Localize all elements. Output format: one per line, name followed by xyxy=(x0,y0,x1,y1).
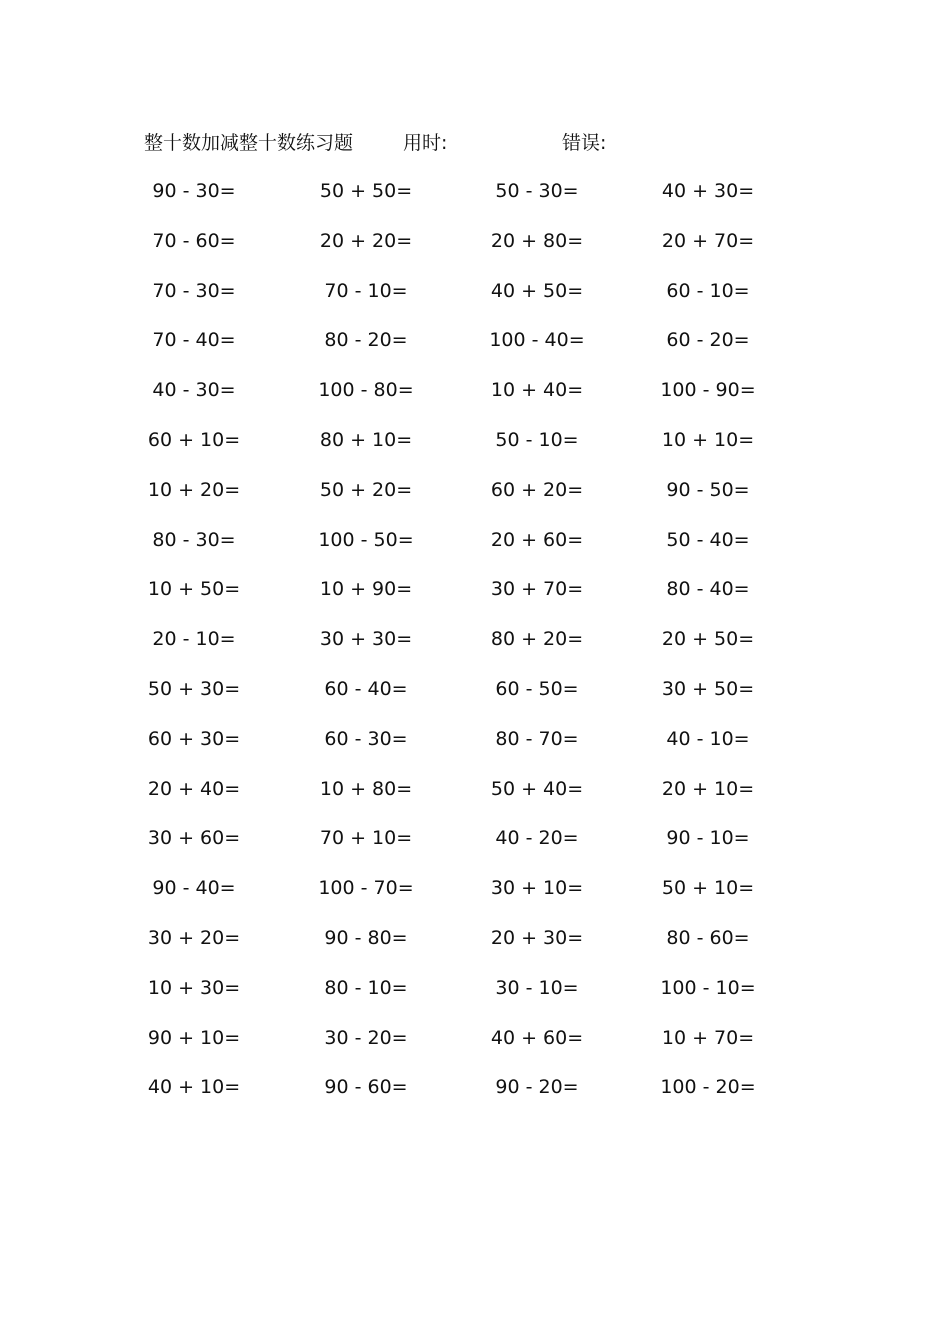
problem-item: 70 + 10= xyxy=(319,827,413,850)
problem-item: 100 - 90= xyxy=(660,379,756,402)
problem-item: 10 + 70= xyxy=(661,1026,755,1049)
problem-item: 70 - 10= xyxy=(324,279,408,302)
problem-item: 20 - 10= xyxy=(152,628,236,651)
problem-item: 60 + 10= xyxy=(147,428,241,451)
problem-item: 40 - 10= xyxy=(666,727,750,750)
problem-item: 60 - 20= xyxy=(666,329,750,352)
problem-item: 70 - 30= xyxy=(152,279,236,302)
problem-row xyxy=(0,422,950,472)
problem-item: 20 + 80= xyxy=(490,229,584,252)
problem-item: 30 + 50= xyxy=(661,677,755,700)
problem-row xyxy=(0,472,950,522)
error-label: 错误: xyxy=(562,132,607,154)
problem-item: 70 - 60= xyxy=(152,229,236,252)
problem-item: 100 - 80= xyxy=(318,379,414,402)
worksheet-header xyxy=(144,128,844,158)
problem-row xyxy=(0,920,950,970)
problem-item: 50 - 40= xyxy=(666,528,750,551)
problem-item: 90 - 40= xyxy=(152,877,236,900)
problem-item: 90 - 50= xyxy=(666,478,750,501)
problem-item: 80 - 20= xyxy=(324,329,408,352)
problem-item: 10 + 30= xyxy=(147,976,241,999)
problem-item: 90 - 80= xyxy=(324,926,408,949)
problem-item: 20 + 60= xyxy=(490,528,584,551)
problem-item: 100 - 20= xyxy=(660,1076,756,1099)
problem-item: 20 + 70= xyxy=(661,229,755,252)
problem-item: 60 + 30= xyxy=(147,727,241,750)
problem-item: 30 + 70= xyxy=(490,578,584,601)
problem-row xyxy=(0,820,950,870)
problem-item: 40 + 50= xyxy=(490,279,584,302)
problem-item: 80 - 30= xyxy=(152,528,236,551)
problem-row xyxy=(0,721,950,771)
problem-row xyxy=(0,372,950,422)
problem-item: 90 - 10= xyxy=(666,827,750,850)
problem-item: 90 + 10= xyxy=(147,1026,241,1049)
problem-row xyxy=(0,970,950,1020)
problem-item: 10 + 40= xyxy=(490,379,584,402)
problem-item: 100 - 40= xyxy=(489,329,585,352)
problem-item: 20 + 20= xyxy=(319,229,413,252)
problem-item: 60 + 20= xyxy=(490,478,584,501)
problem-row xyxy=(0,1069,950,1119)
problem-item: 50 - 30= xyxy=(495,180,579,202)
problem-row xyxy=(0,223,950,273)
problem-item: 30 + 10= xyxy=(490,877,584,900)
problem-row xyxy=(0,870,950,920)
problem-item: 40 + 60= xyxy=(490,1026,584,1049)
problem-grid xyxy=(0,173,950,1119)
problem-row xyxy=(0,621,950,671)
problem-item: 80 - 60= xyxy=(666,926,750,949)
problem-item: 50 + 10= xyxy=(661,877,755,900)
problem-row xyxy=(0,173,950,223)
problem-item: 40 - 20= xyxy=(495,827,579,850)
problem-row xyxy=(0,571,950,621)
problem-item: 100 - 70= xyxy=(318,877,414,900)
problem-row xyxy=(0,671,950,721)
problem-item: 80 - 40= xyxy=(666,578,750,601)
problem-item: 50 + 40= xyxy=(490,777,584,800)
problem-item: 20 + 30= xyxy=(490,926,584,949)
problem-item: 60 - 50= xyxy=(495,677,579,700)
problem-item: 30 - 20= xyxy=(324,1026,408,1049)
problem-item: 30 + 20= xyxy=(147,926,241,949)
problem-item: 100 - 10= xyxy=(660,976,756,999)
problem-row xyxy=(0,273,950,323)
problem-item: 60 - 10= xyxy=(666,279,750,302)
problem-item: 30 + 30= xyxy=(319,628,413,651)
problem-item: 20 + 40= xyxy=(147,777,241,800)
problem-item: 10 + 10= xyxy=(661,428,755,451)
time-label: 用时: xyxy=(403,132,448,154)
problem-item: 10 + 80= xyxy=(319,777,413,800)
problem-item: 80 - 70= xyxy=(495,727,579,750)
problem-item: 10 + 20= xyxy=(147,478,241,501)
problem-item: 90 - 60= xyxy=(324,1076,408,1099)
problem-item: 80 + 10= xyxy=(319,428,413,451)
problem-item: 60 - 30= xyxy=(324,727,408,750)
problem-item: 20 + 10= xyxy=(661,777,755,800)
problem-item: 40 + 30= xyxy=(661,180,755,202)
problem-item: 100 - 50= xyxy=(318,528,414,551)
problem-item: 70 - 40= xyxy=(152,329,236,352)
problem-item: 10 + 50= xyxy=(147,578,241,601)
problem-item: 10 + 90= xyxy=(319,578,413,601)
problem-row xyxy=(0,322,950,372)
problem-row xyxy=(0,522,950,572)
problem-item: 30 - 10= xyxy=(495,976,579,999)
problem-item: 90 - 20= xyxy=(495,1076,579,1099)
problem-item: 50 + 30= xyxy=(147,677,241,700)
worksheet-title: 整十数加减整十数练习题 xyxy=(144,132,354,154)
problem-item: 80 + 20= xyxy=(490,628,584,651)
problem-row xyxy=(0,771,950,821)
problem-item: 50 - 10= xyxy=(495,428,579,451)
problem-item: 80 - 10= xyxy=(324,976,408,999)
problem-item: 40 - 30= xyxy=(152,379,236,402)
problem-row xyxy=(0,1020,950,1070)
problem-item: 90 - 30= xyxy=(152,180,236,202)
problem-item: 60 - 40= xyxy=(324,677,408,700)
problem-item: 40 + 10= xyxy=(147,1076,241,1099)
problem-item: 50 + 20= xyxy=(319,478,413,501)
problem-item: 50 + 50= xyxy=(319,180,413,202)
problem-item: 30 + 60= xyxy=(147,827,241,850)
problem-item: 20 + 50= xyxy=(661,628,755,651)
